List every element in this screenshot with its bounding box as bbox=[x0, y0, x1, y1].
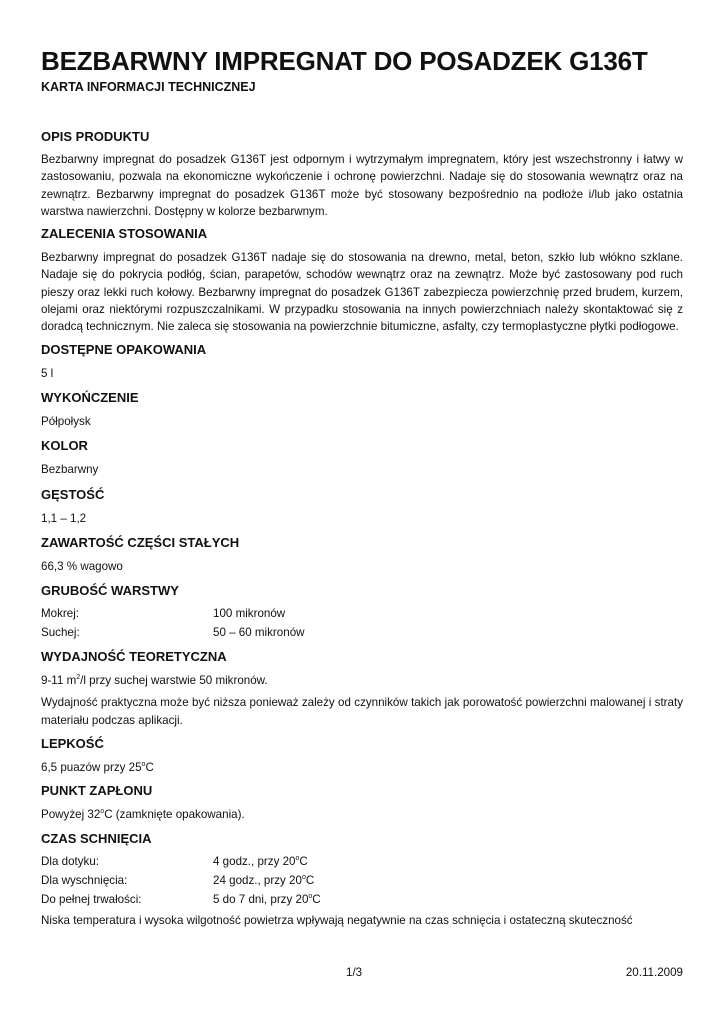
document-date: 20.11.2009 bbox=[625, 966, 683, 979]
kv-value-sup: o bbox=[295, 854, 300, 862]
kv-label: Dla dotyku: bbox=[41, 854, 99, 868]
section-text-czesci-stale: 66,3 % wagowo bbox=[41, 559, 123, 573]
kv-value-pre: 24 godz., przy 20 bbox=[213, 873, 302, 887]
section-heading-wydajnosc: WYDAJNOŚĆ TEORETYCZNA bbox=[41, 649, 227, 665]
document-content bbox=[41, 46, 683, 929]
section-text-wykonczenie: Półpołysk bbox=[41, 414, 91, 428]
kv-row bbox=[41, 852, 683, 871]
kv-value-pre: 5 do 7 dni, przy 20 bbox=[213, 892, 309, 906]
section-heading-kolor: KOLOR bbox=[41, 438, 88, 454]
kv-value bbox=[213, 890, 321, 909]
wydajnosc-line-post: /l przy suchej warstwie 50 mikronów. bbox=[80, 674, 268, 688]
wydajnosc-line-sup: 2 bbox=[76, 674, 81, 682]
section-heading-wykonczenie: WYKOŃCZENIE bbox=[41, 389, 139, 405]
kv-row bbox=[41, 623, 683, 642]
kv-value bbox=[213, 871, 314, 890]
lepkosc-sup: o bbox=[141, 761, 146, 769]
section-heading-czesci-stale: ZAWARTOŚĆ CZĘŚCI STAŁYCH bbox=[41, 534, 240, 550]
schniecie-table bbox=[41, 852, 683, 909]
section-heading-opakowania: DOSTĘPNE OPAKOWANIA bbox=[41, 341, 207, 357]
kv-row bbox=[41, 871, 683, 890]
zaplon-pre: Powyżej 32 bbox=[41, 808, 101, 822]
section-text-wydajnosc: Wydajność praktyczna może być niższa ponieważ zależy od czynników takich jak porowatość powierzchni malowanej i straty materiału podczas aplikacji. bbox=[41, 696, 683, 727]
kv-value-pre: 4 godz., przy 20 bbox=[213, 854, 296, 868]
lepkosc-pre: 6,5 puazów przy 25 bbox=[41, 761, 142, 775]
kv-value-post: C bbox=[305, 873, 315, 887]
section-text-zaplon bbox=[41, 806, 683, 823]
kv-value: 50 – 60 mikronów bbox=[213, 626, 305, 640]
lepkosc-post: C bbox=[145, 761, 154, 775]
section-heading-lepkosc: LEPKOŚĆ bbox=[41, 736, 104, 752]
kv-value-post: C bbox=[312, 892, 321, 906]
document-subtitle: KARTA INFORMACJI TECHNICZNEJ bbox=[41, 80, 256, 94]
wydajnosc-line-pre: 9-11 m bbox=[41, 674, 77, 688]
section-text-opakowania: 5 l bbox=[41, 366, 54, 380]
section-text-schniecie: Niska temperatura i wysoka wilgotność powietrza wpływają negatywnie na czas schnięcia i ostateczną skuteczność bbox=[41, 913, 633, 927]
kv-value: 100 mikronów bbox=[213, 607, 286, 621]
section-text-kolor: Bezbarwny bbox=[41, 463, 99, 477]
kv-label: Mokrej: bbox=[41, 607, 80, 621]
zaplon-post: C (zamknięte opakowania). bbox=[104, 808, 245, 822]
section-heading-gestosc: GĘSTOŚĆ bbox=[41, 486, 105, 502]
kv-value-sup: o bbox=[301, 873, 306, 881]
kv-row bbox=[41, 890, 683, 909]
section-text-lepkosc bbox=[41, 759, 683, 776]
section-text-opis: Bezbarwny impregnat do posadzek G136T jest odpornym i wytrzymałym impregnatem, który jest wszechstronny i łatwy w zastosowaniu, pozwala na ekonomiczne wykończenie i ochronę powierzchni. Nadaje się do stosowania wewnątrz oraz na zewnątrz. Bezbarwny impregnat do posadzek G136T może być stosowany bezpośrednio na podłoże i/lub jako ostatnia warstwa nawierzchni. Dostępny w kolorze bezbarwnym. bbox=[41, 153, 683, 218]
section-heading-opis: OPIS PRODUKTU bbox=[41, 129, 150, 144]
page-number: 1/3 bbox=[346, 966, 363, 979]
kv-label: Dla wyschnięcia: bbox=[41, 873, 128, 887]
document-title: BEZBARWNY IMPREGNAT DO POSADZEK G136T bbox=[41, 46, 648, 76]
section-heading-schniecie: CZAS SCHNIĘCIA bbox=[41, 830, 152, 846]
kv-label: Do pełnej trwałości: bbox=[41, 892, 142, 906]
kv-value bbox=[213, 852, 308, 871]
section-heading-zaplon: PUNKT ZAPŁONU bbox=[41, 783, 153, 799]
zaplon-sup: o bbox=[100, 808, 105, 816]
kv-row bbox=[41, 604, 683, 623]
section-text-zalecenia: Bezbarwny impregnat do posadzek G136T nadaje się do stosowania na drewno, metal, beton, szkło lub włókno szklane. Nadaje się do pokrycia podłóg, ścian, parapetów, schodów wewnątrz oraz na zewnątrz. Może być zastosowany pod ruch pieszy oraz lekki ruch kołowy. Bezbarwny impregnat do posadzek G136T zabezpiecza powierzchnię przed brudem, kurzem, olejami oraz niektórymi rozpuszczalnikami. W przypadku stosowania na innych powierzchniach należy skontaktować się z doradcą technicznym. Nie zaleca się stosowania na powierzchnie bitumiczne, asfalty, czy termoplastyczne płytki podłogowe. bbox=[41, 251, 683, 334]
section-heading-grubosc: GRUBOŚĆ WARSTWY bbox=[41, 583, 179, 599]
kv-label: Suchej: bbox=[41, 626, 80, 640]
kv-value-sup: o bbox=[308, 892, 313, 900]
grubosc-table bbox=[41, 604, 683, 642]
section-text-gestosc: 1,1 – 1,2 bbox=[41, 511, 87, 525]
wydajnosc-line bbox=[41, 672, 683, 689]
section-heading-zalecenia: ZALECENIA STOSOWANIA bbox=[41, 226, 208, 242]
kv-value-post: C bbox=[299, 854, 308, 868]
